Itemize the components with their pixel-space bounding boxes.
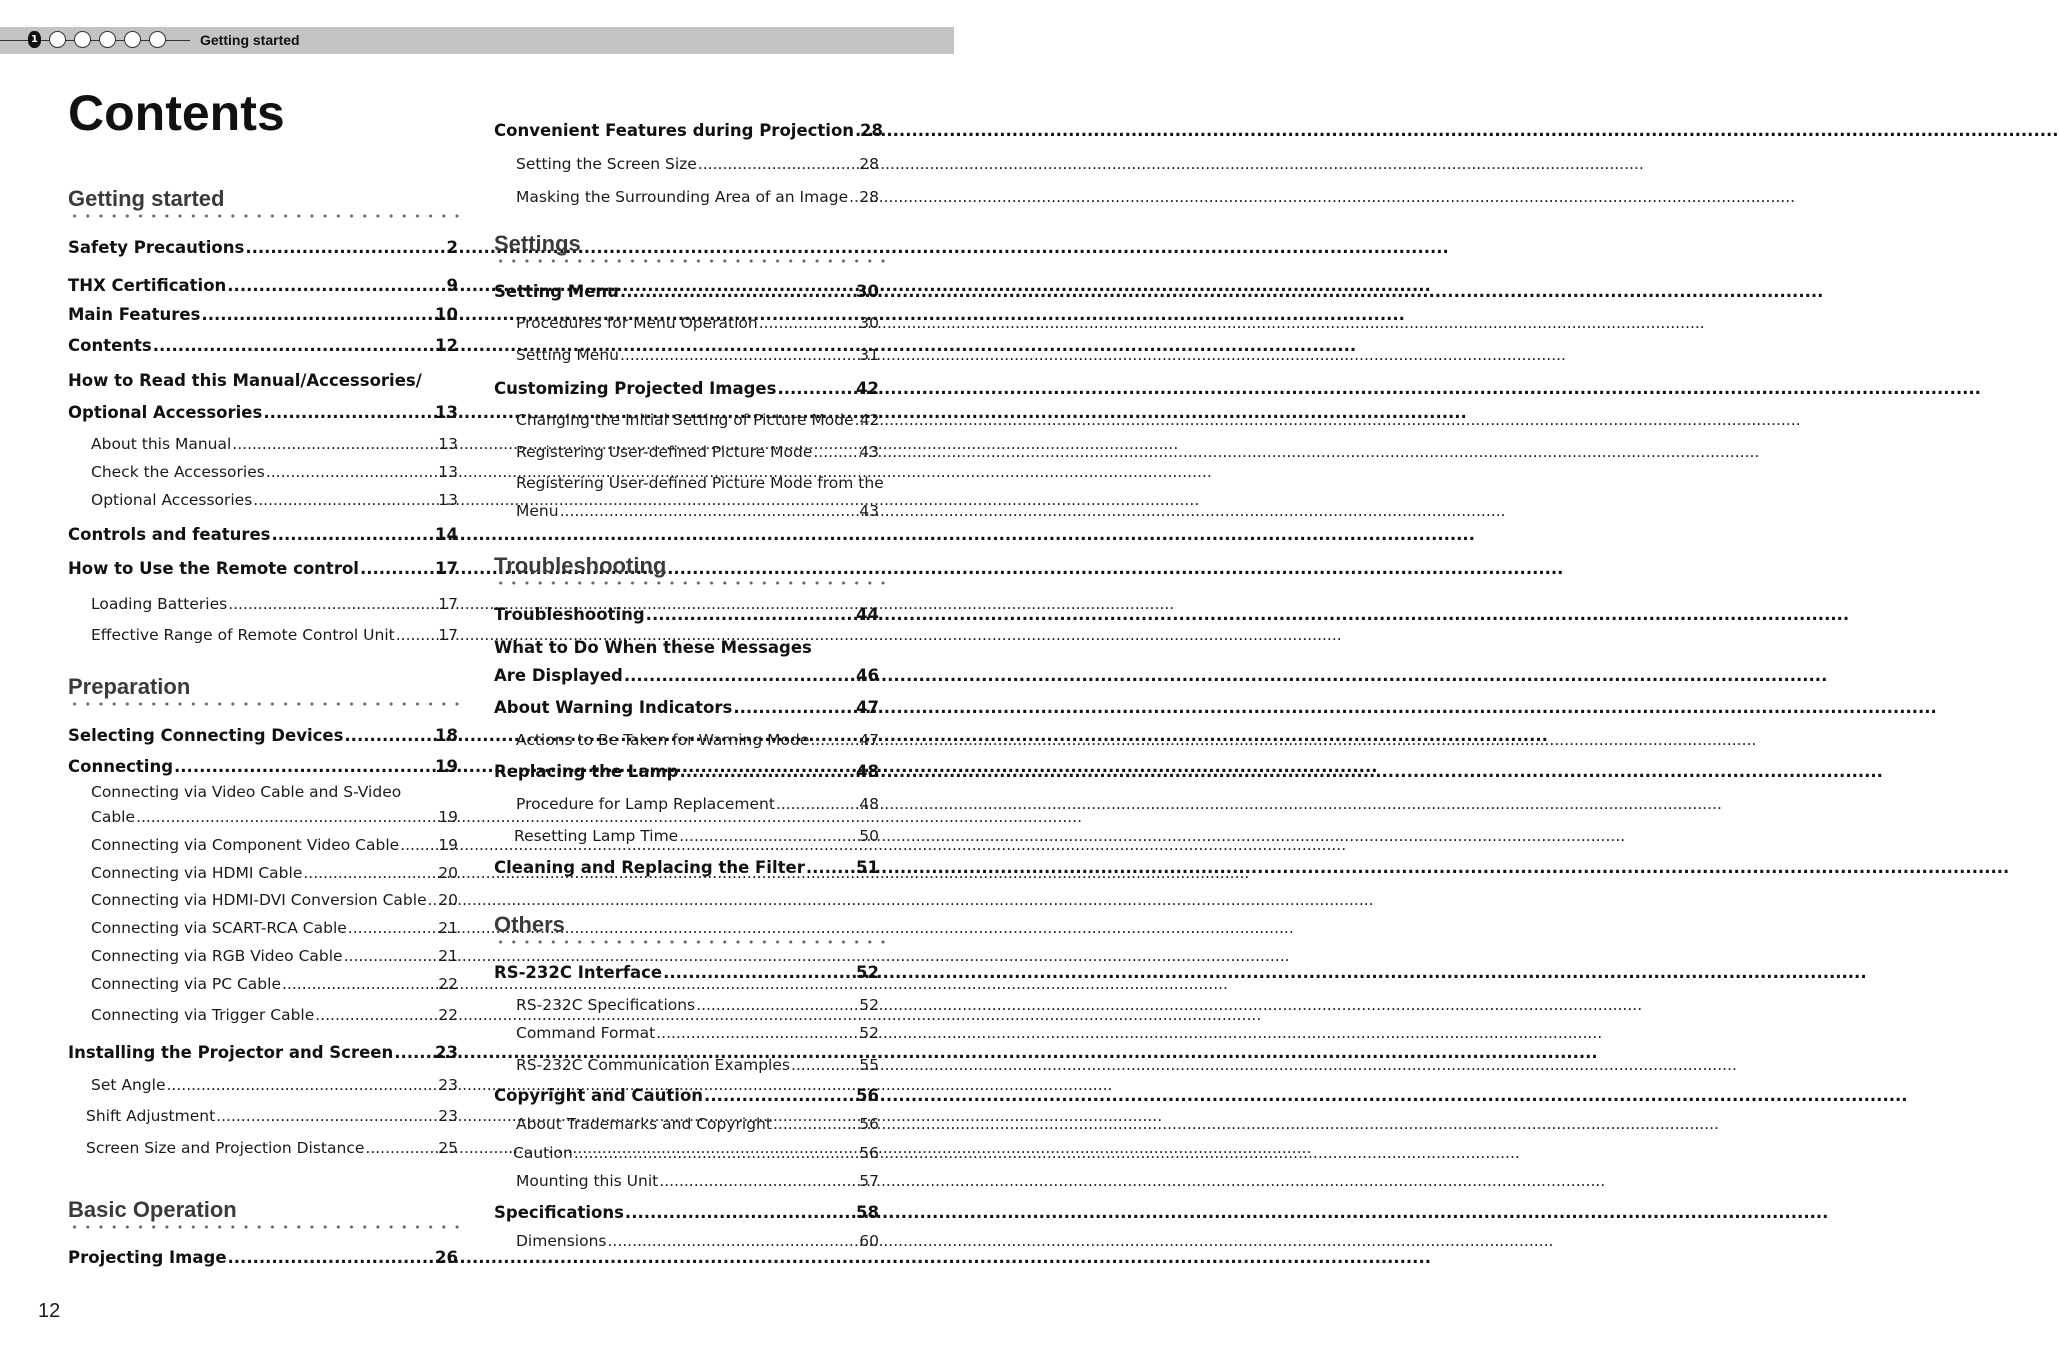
- dot-leader: [174, 757, 434, 776]
- toc-entry-page: 14: [435, 525, 458, 544]
- toc-entry-sub: [516, 1115, 879, 1133]
- chapter-circle: [149, 31, 166, 48]
- toc-entry-label: Effective Range of Remote Control Unit: [91, 626, 395, 644]
- dot-leader: [656, 1024, 858, 1042]
- dot-leader: [272, 525, 435, 544]
- toc-entry-sub: [516, 188, 879, 206]
- section-heading: Basic Operation: [68, 1197, 237, 1222]
- toc-entry-label: Connecting via SCART-RCA Cable: [91, 919, 347, 937]
- toc-entry-main: [494, 1086, 879, 1105]
- toc-entry-main: [68, 726, 458, 745]
- toc-entry-page: 13: [438, 435, 458, 453]
- toc-entry-page: 28: [859, 155, 879, 173]
- dot-leader: [776, 795, 858, 813]
- toc-entry-label: Command Format: [516, 1024, 656, 1042]
- toc-entry-page: 23: [435, 1043, 458, 1062]
- toc-entry-sub: [91, 864, 458, 882]
- toc-entry-main: [68, 1248, 458, 1267]
- dot-leader: [806, 858, 855, 877]
- toc-entry-label: About Trademarks and Copyright: [516, 1115, 772, 1133]
- toc-entry-page: 43: [859, 502, 879, 520]
- toc-entry-sub: [516, 1024, 879, 1042]
- toc-entry-page: 9: [446, 276, 458, 295]
- toc-entry-page: 44: [856, 605, 879, 624]
- toc-entry-sub: [91, 975, 458, 993]
- toc-entry-label: Procedures for Menu Operation: [516, 314, 758, 332]
- dot-leader: [228, 595, 437, 613]
- dot-leader: [428, 891, 438, 909]
- toc-entry-page: 17: [438, 626, 458, 644]
- toc-entry-page: 22: [438, 975, 458, 993]
- dot-leader: [574, 1144, 858, 1162]
- toc-entry-page: 28: [860, 121, 884, 140]
- dot-leader: [855, 121, 859, 140]
- toc-entry-page: 42: [856, 379, 879, 398]
- toc-entry-label: Cable: [91, 808, 136, 826]
- dot-leader: [620, 282, 855, 301]
- dot-leader: [624, 666, 855, 685]
- toc-entry-label: Resetting Lamp Time: [514, 827, 679, 845]
- toc-entry-label: What to Do When these Messages: [494, 638, 812, 657]
- toc-entry-label: Caution: [513, 1144, 573, 1162]
- dot-leader: [303, 864, 437, 882]
- toc-entry-main: [68, 757, 458, 776]
- toc-entry-label: Connecting via HDMI Cable: [91, 864, 303, 882]
- toc-entry-label: Shift Adjustment: [86, 1107, 216, 1125]
- toc-entry-label: Actions to Be Taken for Warning Mode: [516, 731, 810, 749]
- toc-entry-sub: [86, 1107, 458, 1125]
- toc-entry-main: [68, 276, 458, 295]
- toc-entry-page: 17: [435, 559, 458, 578]
- toc-entry-sub: [91, 463, 458, 481]
- toc-entry-label: How to Use the Remote control: [68, 559, 359, 578]
- toc-entry-label: Troubleshooting: [494, 605, 645, 624]
- toc-entry-page: 13: [435, 403, 458, 422]
- dot-leader: [253, 491, 437, 509]
- toc-entry-label: Setting Menu: [494, 282, 619, 301]
- dot-leader: [698, 155, 858, 173]
- chapter-index: 1: [31, 34, 38, 45]
- dot-leader: [315, 1006, 437, 1024]
- toc-entry-label: Contents: [68, 336, 152, 355]
- page-title: Contents: [68, 85, 285, 141]
- toc-entry-label: RS-232C Specifications: [516, 996, 696, 1014]
- toc-entry-sub: [516, 1056, 879, 1074]
- toc-entry-sub: [91, 947, 458, 965]
- toc-entry-main: [494, 963, 879, 982]
- toc-entry-label: Connecting via Component Video Cable: [91, 836, 400, 854]
- dot-leader: [201, 305, 434, 324]
- toc-entry-main: [494, 605, 879, 624]
- toc-entry-sub: [516, 346, 879, 364]
- header-section-label: Getting started: [200, 32, 300, 48]
- dot-leader: [733, 698, 855, 717]
- dot-leader: [773, 1115, 858, 1133]
- dot-leader: [625, 1203, 855, 1222]
- section-dotted-rule: [68, 214, 462, 218]
- toc-entry-sub: [516, 314, 879, 332]
- toc-entry-sub: [516, 411, 879, 429]
- toc-entry-page: 20: [438, 864, 458, 882]
- toc-entry-label: Dimensions: [516, 1232, 607, 1250]
- toc-entry-label: About this Manual: [91, 435, 232, 453]
- toc-entry-label: Are Displayed: [494, 666, 623, 685]
- toc-entry-page: 25: [438, 1139, 458, 1157]
- toc-entry-sub: [91, 891, 458, 909]
- toc-entry-sub: [91, 836, 458, 854]
- toc-entry-label: Registering User-defined Picture Mode: [516, 443, 813, 461]
- toc-entry-label: Optional Accessories: [68, 403, 263, 422]
- toc-entry-sub: [516, 1172, 879, 1190]
- dot-leader: [791, 1056, 858, 1074]
- toc-entry-page: 51: [856, 858, 879, 877]
- toc-entry-page: 56: [856, 1086, 879, 1105]
- section-heading: Preparation: [68, 674, 191, 699]
- dot-leader: [266, 463, 437, 481]
- dot-leader: [810, 731, 858, 749]
- dot-leader: [855, 411, 859, 429]
- toc-entry-main: [68, 403, 458, 422]
- toc-entry-page: 13: [438, 463, 458, 481]
- toc-entry-sub: [516, 443, 879, 461]
- dot-leader: [777, 379, 855, 398]
- toc-entry-sub: [91, 626, 458, 644]
- section-heading: Settings: [494, 231, 581, 256]
- dot-leader: [679, 762, 855, 781]
- toc-entry-page: 47: [859, 731, 879, 749]
- toc-entry-sub: [86, 1139, 458, 1157]
- toc-entry-label: RS-232C Communication Examples: [516, 1056, 790, 1074]
- toc-entry-page: 50: [859, 827, 879, 845]
- toc-entry-label: THX Certification: [68, 276, 227, 295]
- toc-entry-main: [494, 858, 879, 877]
- toc-entry-main: [68, 238, 458, 257]
- section-heading: Others: [494, 912, 565, 937]
- dot-leader: [344, 947, 438, 965]
- dot-leader: [365, 1139, 437, 1157]
- toc-entry-page: 58: [856, 1203, 879, 1222]
- toc-entry-sub: [513, 1144, 879, 1162]
- toc-entry-page: 10: [435, 305, 458, 324]
- toc-entry-page: 30: [859, 314, 879, 332]
- toc-entry-label: Screen Size and Projection Distance: [86, 1139, 365, 1157]
- dot-leader: [646, 605, 855, 624]
- toc-entry-label: How to Read this Manual/Accessories/: [68, 371, 422, 390]
- toc-entry-page: 48: [856, 762, 879, 781]
- section-dotted-rule: [494, 940, 888, 944]
- section-dotted-rule: [494, 259, 888, 263]
- toc-entry-label: Changing the Initial Setting of Picture Mode: [516, 411, 854, 429]
- toc-entry-label: Safety Precautions: [68, 238, 245, 257]
- toc-entry-page: 21: [438, 919, 458, 937]
- chapter-circle: [49, 31, 66, 48]
- toc-entry-page: 19: [438, 808, 458, 826]
- section-dotted-rule: [494, 581, 888, 585]
- toc-entry-page: 55: [859, 1056, 879, 1074]
- toc-entry-sub: [91, 808, 458, 826]
- toc-entry-page: 60: [859, 1232, 879, 1250]
- toc-entry-sub: [514, 827, 879, 845]
- toc-entry-main: [68, 559, 458, 578]
- toc-entry-main: [494, 638, 879, 657]
- toc-entry-label: Set Angle: [91, 1076, 166, 1094]
- toc-entry-sub: [91, 783, 458, 801]
- toc-entry-label: Main Features: [68, 305, 201, 324]
- toc-entry-sub: [91, 1006, 458, 1024]
- toc-entry-label: Connecting via PC Cable: [91, 975, 281, 993]
- toc-entry-label: Connecting via Video Cable and S-Video: [91, 783, 402, 801]
- toc-entry-label: Controls and features: [68, 525, 271, 544]
- toc-entry-label: Connecting: [68, 757, 174, 776]
- dot-leader: [607, 1232, 858, 1250]
- toc-entry-sub: [516, 474, 884, 492]
- toc-entry-label: Replacing the Lamp: [494, 762, 679, 781]
- chapter-indicator: [28, 31, 166, 48]
- toc-entry-page: 19: [435, 757, 458, 776]
- toc-entry-label: Masking the Surrounding Area of an Image: [516, 188, 849, 206]
- toc-entry-label: Setting Menu: [516, 346, 619, 364]
- toc-entry-page: 57: [859, 1172, 879, 1190]
- toc-entry-sub: [516, 996, 879, 1014]
- toc-entry-label: Copyright and Caution: [494, 1086, 704, 1105]
- toc-entry-page: 31: [859, 346, 879, 364]
- toc-entry-page: 56: [859, 1144, 879, 1162]
- toc-entry-label: Menu: [516, 502, 559, 520]
- toc-entry-main: [68, 525, 458, 544]
- toc-entry-main: [494, 379, 879, 398]
- toc-entry-page: 52: [859, 1024, 879, 1042]
- toc-entry-page: 17: [438, 595, 458, 613]
- dot-leader: [228, 1248, 435, 1267]
- toc-entry-page: 18: [435, 726, 458, 745]
- dot-leader: [659, 1172, 858, 1190]
- toc-entry-label: Procedure for Lamp Replacement: [516, 795, 775, 813]
- toc-entry-main: [68, 305, 458, 324]
- chapter-circle: [124, 31, 141, 48]
- toc-entry-page: 43: [859, 443, 879, 461]
- chapter-circle: [74, 31, 91, 48]
- toc-entry-sub: [516, 155, 879, 173]
- toc-entry-page: 28: [859, 188, 879, 206]
- toc-entry-main: [68, 371, 458, 390]
- toc-entry-page: 19: [438, 836, 458, 854]
- toc-entry-sub: [516, 502, 879, 520]
- section-dotted-rule: [68, 702, 462, 706]
- section-dotted-rule: [68, 1225, 462, 1229]
- toc-entry-page: 23: [438, 1107, 458, 1125]
- dot-leader: [704, 1086, 855, 1105]
- toc-entry-page: 13: [438, 491, 458, 509]
- toc-entry-page: 47: [856, 698, 879, 717]
- dot-leader: [560, 502, 859, 520]
- toc-entry-label: Optional Accessories: [91, 491, 253, 509]
- toc-entry-sub: [516, 795, 879, 813]
- toc-entry-label: About Warning Indicators: [494, 698, 733, 717]
- dot-leader: [400, 836, 437, 854]
- dot-leader: [663, 963, 855, 982]
- page-number: 12: [38, 1300, 61, 1322]
- toc-entry-label: Check the Accessories: [91, 463, 265, 481]
- toc-entry-label: Connecting via Trigger Cable: [91, 1006, 315, 1024]
- toc-entry-label: RS-232C Interface: [494, 963, 663, 982]
- toc-entry-sub: [91, 1076, 458, 1094]
- dot-leader: [620, 346, 858, 364]
- section-heading: Troubleshooting: [494, 553, 667, 578]
- toc-entry-label: Projecting Image: [68, 1248, 227, 1267]
- toc-entry-label: Convenient Features during Projection: [494, 121, 855, 140]
- toc-entry-label: Specifications: [494, 1203, 624, 1222]
- chapter-circle: [99, 31, 116, 48]
- dot-leader: [813, 443, 858, 461]
- dot-leader: [849, 188, 858, 206]
- toc-entry-label: Connecting via RGB Video Cable: [91, 947, 343, 965]
- toc-entry-label: Installing the Projector and Screen: [68, 1043, 394, 1062]
- toc-entry-label: Loading Batteries: [91, 595, 228, 613]
- chapter-circle-active: [28, 31, 41, 48]
- dot-leader: [136, 808, 437, 826]
- toc-entry-page: 48: [859, 795, 879, 813]
- toc-entry-main: [494, 121, 884, 140]
- dot-leader: [759, 314, 859, 332]
- dot-leader: [263, 403, 434, 422]
- dot-leader: [153, 336, 434, 355]
- dot-leader: [360, 559, 434, 578]
- toc-entry-sub: [91, 595, 458, 613]
- dot-leader: [394, 1043, 434, 1062]
- toc-entry-sub: [91, 491, 458, 509]
- toc-entry-main: [494, 698, 879, 717]
- toc-entry-main: [68, 1043, 458, 1062]
- toc-entry-page: 2: [446, 238, 458, 257]
- toc-entry-page: 42: [859, 411, 880, 429]
- dot-leader: [245, 238, 445, 257]
- toc-entry-sub: [91, 919, 458, 937]
- toc-entry-main: [494, 282, 879, 301]
- toc-entry-main: [494, 1203, 879, 1222]
- toc-entry-label: Customizing Projected Images: [494, 379, 777, 398]
- toc-entry-label: Cleaning and Replacing the Filter: [494, 858, 805, 877]
- toc-entry-main: [494, 666, 879, 685]
- toc-entry-page: 22: [438, 1006, 458, 1024]
- toc-entry-label: Connecting via HDMI-DVI Conversion Cable: [91, 891, 427, 909]
- chapter-header-bar: [0, 27, 954, 54]
- toc-entry-page: 26: [435, 1248, 458, 1267]
- toc-entry-page: 20: [438, 891, 458, 909]
- toc-entry-main: [68, 336, 458, 355]
- dot-leader: [348, 919, 437, 937]
- toc-entry-page: 52: [859, 996, 879, 1014]
- dot-leader: [696, 996, 858, 1014]
- toc-entry-page: 30: [856, 282, 879, 301]
- toc-entry-main: [494, 762, 879, 781]
- toc-entry-label: Mounting this Unit: [516, 1172, 659, 1190]
- dot-leader: [282, 975, 437, 993]
- dot-leader: [396, 626, 438, 644]
- toc-entry-sub: [516, 1232, 879, 1250]
- toc-entry-page: 23: [438, 1076, 458, 1094]
- dot-leader: [216, 1107, 437, 1125]
- toc-entry-label: Registering User-defined Picture Mode from the: [516, 474, 884, 492]
- dot-leader: [232, 435, 437, 453]
- dot-leader: [167, 1076, 438, 1094]
- toc-entry-sub: [91, 435, 458, 453]
- dot-leader: [344, 726, 434, 745]
- toc-entry-page: 46: [856, 666, 879, 685]
- dot-leader: [227, 276, 445, 295]
- toc-entry-sub: [516, 731, 879, 749]
- toc-entry-page: 21: [438, 947, 458, 965]
- toc-entry-page: 52: [856, 963, 879, 982]
- toc-entry-label: Setting the Screen Size: [516, 155, 697, 173]
- toc-entry-page: 12: [435, 336, 458, 355]
- toc-entry-page: 56: [859, 1115, 879, 1133]
- section-heading: Getting started: [68, 186, 225, 211]
- dot-leader: [679, 827, 858, 845]
- toc-entry-label: Selecting Connecting Devices: [68, 726, 344, 745]
